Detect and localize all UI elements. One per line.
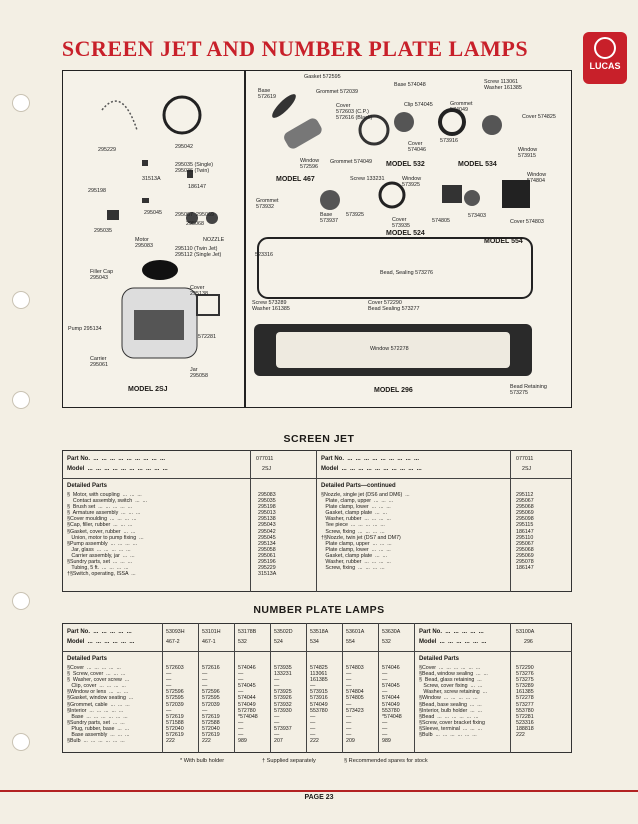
npl-column-values: 572603 — — — 572596 572595 572039 — 572619 571588 572040 572619 222 bbox=[166, 665, 184, 745]
npl-column-partno: 53093H bbox=[166, 629, 185, 635]
footnote-supplied-separately: † Supplied separately bbox=[262, 758, 316, 764]
model-caption: MODEL 524 bbox=[386, 230, 425, 237]
figure-callout: Grommet 574049 bbox=[450, 101, 473, 113]
figure-callout: 295110 (Twin Jet) 295112 (Single Jet) bbox=[175, 246, 222, 258]
sj-model-label: Model ... ... ... ... ... ... ... ... ... ... bbox=[67, 466, 168, 472]
figure-callout: 31513A bbox=[142, 176, 161, 182]
npl-column-partno: 53630A bbox=[382, 629, 401, 635]
model-caption: MODEL 532 bbox=[386, 161, 425, 168]
screen-jet-heading: SCREEN JET bbox=[283, 433, 355, 445]
table-divider bbox=[270, 623, 271, 753]
table-rule bbox=[62, 651, 572, 652]
footnote-recommended-spares: § Recommended spares for stock bbox=[344, 758, 428, 764]
page-rule bbox=[0, 790, 638, 792]
sj-values-left: 295083 295035 295198 295013 295138 295043 295042 295045 295134 295058 295061 295196 295229 31513A bbox=[258, 492, 277, 578]
figure-callout: Filler Cap 295043 bbox=[90, 269, 114, 281]
figure-callout: Screw 133231 bbox=[350, 176, 385, 182]
table-divider bbox=[378, 623, 379, 753]
table-divider bbox=[306, 623, 307, 753]
logo-text: LUCAS bbox=[589, 61, 621, 71]
npl-details-label-2: Detailed Parts bbox=[419, 656, 460, 662]
npl-column-partno: 53601A bbox=[346, 629, 365, 635]
figure-callout: Pump 295134 bbox=[68, 326, 102, 332]
npl-items: §Cover ... ... ... ... ... § Screw, cover ... ... ... § Washer, cover screw ... Clip, cover ... ... ... ... §Window or lens ... ... ... §Gasket, window seating ... §Grommet, cable ... ... ... §Interior ... ... ... ... ... Base ... ... ... ... ... ... §Sundry parts, set ... ... Plug, rubber, base ... ... Base assembly ... ... ... §Bulb ... ... ... ... ... ... bbox=[67, 665, 134, 745]
figure-callout: 573925 bbox=[346, 212, 364, 218]
figure-callout: Cover 574046 bbox=[408, 141, 426, 153]
npl-column-partno: 53101H bbox=[202, 629, 221, 635]
npl-partno-value-2: 53100A bbox=[516, 629, 535, 635]
binder-hole bbox=[12, 733, 30, 751]
sj-items-left: § Motor, with coupling ... ... ... Contact assembly, switch ... ... § Brush set ... ... ... ... ... § Armature assembly ... ... ... §Cover moulding ... ... ... ... §Cap, filler, rubber ... ... ... §Gasket, cover, rubber ... ... Union, motor to pump fixing ... §Pump assembly ... ... ... ... Jar, glass ... ... ... ... ... Carrier assembly, jar ... ... §Sundry parts, set ... ... ... Tubing, 5 ft. ... ... ... ... †§Switch, operating, ISSA ... bbox=[67, 492, 147, 578]
npl-model-label: Model ... ... ... ... ... ... bbox=[67, 639, 135, 645]
figure-callout: 295229 bbox=[98, 147, 116, 153]
npl-column-partno: 53502D bbox=[274, 629, 293, 635]
table-divider bbox=[250, 450, 251, 592]
figure-callout: NOZZLE bbox=[203, 237, 225, 243]
figure-callout: Window 574804 bbox=[527, 172, 547, 184]
figure-callout: Gasket 572595 bbox=[304, 74, 341, 80]
npl-details-label: Detailed Parts bbox=[67, 656, 108, 662]
npl-values-right: 572290 573276 573275 573289 161385 572278 573277 553780 572281 523316 188818 222 bbox=[516, 665, 534, 739]
figure-callout: Carrier 295061 bbox=[90, 356, 108, 368]
figure-callout: 573916 bbox=[440, 138, 458, 144]
figure-callout: 295067 295069 bbox=[175, 212, 214, 218]
figure-callout: Window 572596 bbox=[300, 158, 320, 170]
model-caption: MODEL 296 bbox=[374, 387, 413, 394]
sj-model-label-2: Model ... ... ... ... ... ... ... ... ... ... bbox=[321, 466, 422, 472]
figure-callout: 295042 bbox=[175, 144, 193, 150]
page-title: SCREEN JET AND NUMBER PLATE LAMPS bbox=[61, 36, 529, 61]
figure-callout: Cover 574803 bbox=[510, 219, 544, 225]
npl-column-partno: 53178B bbox=[238, 629, 257, 635]
figure-callout: Bead, Sealing 573276 bbox=[380, 270, 434, 276]
figure-callout: Screw 113061 Washer 161385 bbox=[484, 79, 522, 91]
sj-values-right: 295112 295067 295068 295069 295098 295115 186147 295110 295067 295068 295069 295078 186147 bbox=[516, 492, 534, 572]
table-divider bbox=[510, 623, 511, 753]
table-divider bbox=[234, 623, 235, 753]
figure-callout: 295035 (Single) 295036 (Twin) bbox=[175, 162, 214, 174]
npl-column-model: 532 bbox=[238, 639, 247, 645]
sj-partno-value: 077011 bbox=[256, 456, 274, 462]
npl-items-right: §Cover ... ... ... ... ... ... §Bead, window sealing ... ... § Bead, glass retaining ... Screw, cover fixing ... ... Washer, screw retaining ... §Window ... ... ... ... ... §Bead, base sealing ... ... §Interior, bulb holder ... ... §Bead ... ... ... ... ... ... §Screw, cover bracket fixing §Sleeve, terminal ... ... ... §Bulb ... ... ... ... ... ... bbox=[419, 665, 488, 739]
npl-column-model: 467-2 bbox=[166, 639, 180, 645]
page-number: PAGE 23 bbox=[304, 794, 334, 801]
figure-callout: 574805 bbox=[432, 218, 450, 224]
sj-model-value-2: 2SJ bbox=[522, 466, 532, 472]
npl-column-values: 574046 — — 574045 — 574044 574049 553780 *574048 — — — 989 bbox=[382, 665, 402, 745]
figure-callout: Screw 573289 Washer 161385 bbox=[252, 300, 290, 312]
table-rule bbox=[62, 478, 572, 479]
npl-model-label-2: Model ... ... ... ... ... ... bbox=[419, 639, 487, 645]
figure-callout: Cover 295138 bbox=[190, 285, 208, 297]
npl-partno-label-2: Part No. ... ... ... ... ... bbox=[419, 629, 484, 635]
model-caption: MODEL 2SJ bbox=[128, 386, 168, 393]
figure-callout: Window 573925 bbox=[402, 176, 422, 188]
figure-callout: 186147 bbox=[188, 184, 206, 190]
binder-hole bbox=[12, 391, 30, 409]
npl-model-value-2: 296 bbox=[524, 639, 533, 645]
figure-callout: Window 572278 bbox=[370, 346, 409, 352]
binder-hole bbox=[12, 94, 30, 112]
figure-callout: 295045 bbox=[144, 210, 162, 216]
figure-callout: Grommet 573932 bbox=[256, 198, 279, 210]
npl-column-partno: 53518A bbox=[310, 629, 329, 635]
figure-callout: Cover 574825 bbox=[522, 114, 556, 120]
figure-callout: 572281 bbox=[198, 334, 216, 340]
model-caption: MODEL 554 bbox=[484, 238, 523, 245]
figure-callout: Base 574048 bbox=[394, 82, 426, 88]
npl-column-values: 574046 — — 574045 — 574044 574049 572780 *574048 — — — 989 bbox=[238, 665, 258, 745]
figure-callout: Motor 295083 bbox=[135, 237, 153, 249]
lucas-logo bbox=[583, 32, 627, 84]
figure-callout: Grommet 574049 bbox=[330, 159, 372, 165]
sj-partno-label-2: Part No. ... ... ... ... ... ... ... ... ... bbox=[321, 456, 420, 462]
npl-column-values: 574825 113061 161385 — 573915 573916 574049 553780 — — — — 222 bbox=[310, 665, 328, 745]
figure-callout: Cover 572290 Bead Sealing 573277 bbox=[368, 300, 420, 312]
table-divider bbox=[342, 623, 343, 753]
npl-column-model: 554 bbox=[346, 639, 355, 645]
figure-callout: 573403 bbox=[468, 213, 486, 219]
sj-model-value: 2SJ bbox=[262, 466, 272, 472]
sj-partno-value-2: 077011 bbox=[516, 456, 534, 462]
figure-callout: 295068 bbox=[186, 221, 204, 227]
figure-callout: Window 573915 bbox=[518, 147, 538, 159]
npl-column-model: 467-1 bbox=[202, 639, 216, 645]
model-caption: MODEL 467 bbox=[276, 176, 315, 183]
table-divider bbox=[510, 450, 511, 592]
npl-column-model: 524 bbox=[274, 639, 283, 645]
figure-callout: Base 572619 bbox=[258, 88, 276, 100]
table-divider bbox=[198, 623, 199, 753]
figure-callout: Bead Retaining 573275 bbox=[510, 384, 547, 396]
sj-partno-label: Part No. ... ... ... ... ... ... ... ... ... bbox=[67, 456, 166, 462]
crest-icon bbox=[594, 37, 616, 59]
npl-column-model: 532 bbox=[382, 639, 391, 645]
figure-callout: 295035 bbox=[94, 228, 112, 234]
figure-callout: Jar 295058 bbox=[190, 367, 208, 379]
npl-column-model: 534 bbox=[310, 639, 319, 645]
model-caption: MODEL 534 bbox=[458, 161, 497, 168]
figure-callout: Clip 574045 bbox=[404, 102, 433, 108]
figure-callout: Base 573937 bbox=[320, 212, 338, 224]
figure-callout: Cover 573935 bbox=[392, 217, 410, 229]
npl-column-values: 573935 133231 — — 573925 573926 573932 573930 — — 573937 — 207 bbox=[274, 665, 292, 745]
sj-items-right: §Nozzle, single jet (DS6 and DM6) ... Plate, clamp, upper ... ... ... Plate clamp, lower ... ... ... Gasket, clamp plate ... ... Washer, rubber ... ... ... ... Tee piece ... ... ... ... ... Screw, fixing ... ... ... ... †§Nozzle, twin jet (DS7 and DM7) Plate clamp, upper ... ... ... Plate clamp, lower ... ... ... Gasket, clamp plate ... ... Washer, rubber ... ... ... ... Screw, fixing ... ... ... ... bbox=[321, 492, 410, 572]
table-divider bbox=[162, 623, 163, 753]
sj-details-label-2: Detailed Parts—continued bbox=[321, 483, 396, 489]
npl-heading: NUMBER PLATE LAMPS bbox=[253, 604, 385, 616]
sj-details-label: Detailed Parts bbox=[67, 483, 108, 489]
npl-column-values: 574803 — — — 574804 574805 — 573423 — — — — 209 bbox=[346, 665, 364, 745]
figure-callout: Cover 572603 (C.P.) 572616 (Black) bbox=[336, 103, 373, 121]
binder-hole bbox=[12, 291, 30, 309]
figure-callout: Grommet 572039 bbox=[316, 89, 358, 95]
npl-partno-label: Part No. ... ... ... ... ... bbox=[67, 629, 132, 635]
figure-callout: 295198 bbox=[88, 188, 106, 194]
figure-callout: 523316 bbox=[255, 252, 273, 258]
npl-column-values: 572616 — — — 572596 572595 572039 — 572619 572588 572040 572619 222 bbox=[202, 665, 220, 745]
table-divider bbox=[414, 623, 415, 753]
table-divider bbox=[316, 450, 317, 592]
footnote-bulb-holder: * With bulb holder bbox=[180, 758, 225, 764]
